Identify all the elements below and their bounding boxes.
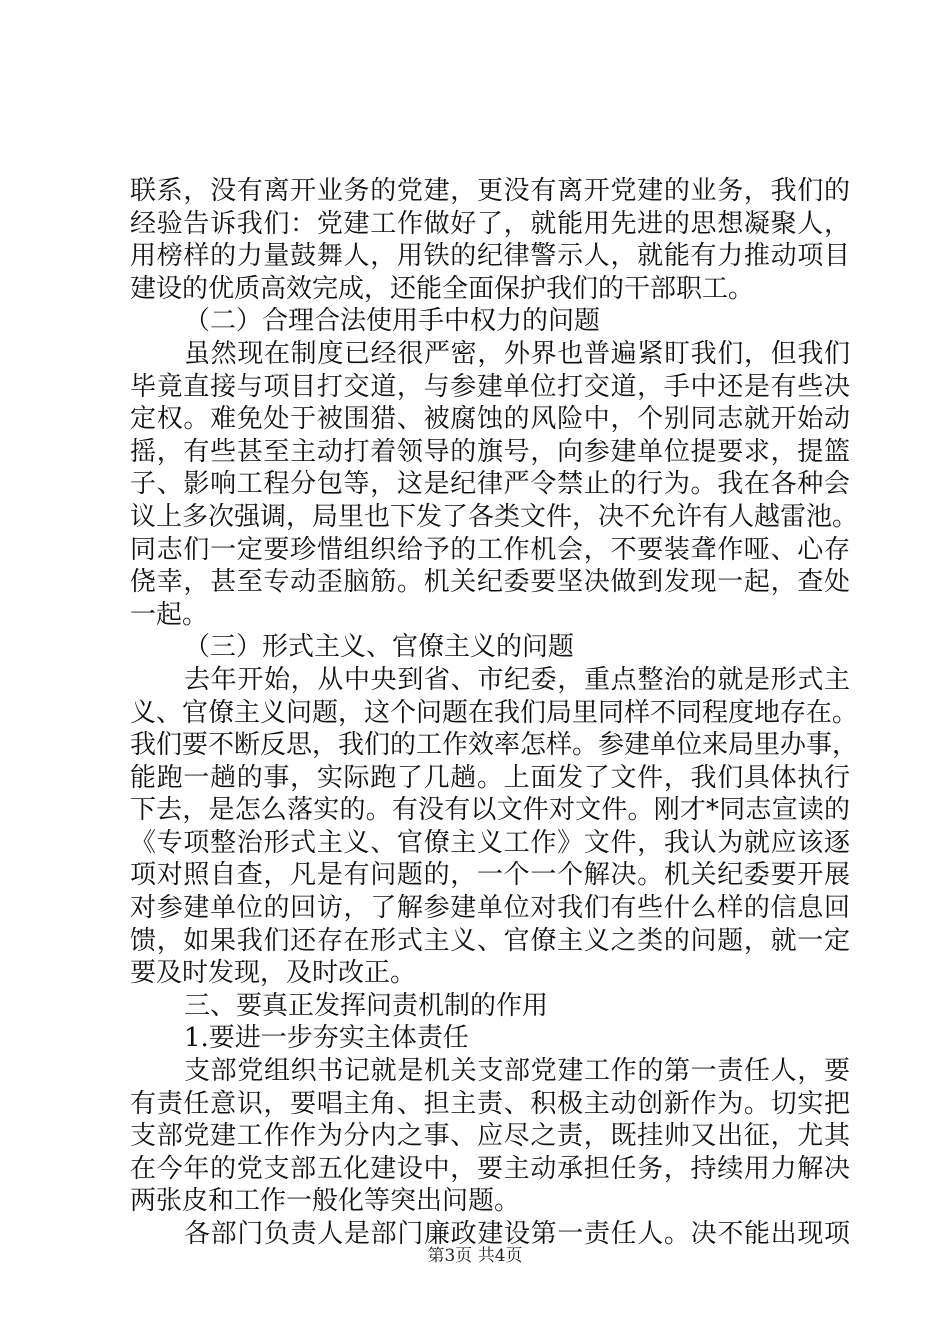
text-line: 定权。难免处于被围猎、被腐蚀的风险中，个别同志就开始动 [130, 404, 850, 435]
text-line: 《专项整治形式主义、官僚主义工作》文件，我认为就应该逐 [130, 827, 850, 858]
text-line: 子、影响工程分包等，这是纪律严令禁止的行为。我在各种会 [130, 469, 850, 500]
text-line: 对参建单位的回访，了解参建单位对我们有些什么样的信息回 [130, 893, 850, 924]
text-line: 义、官僚主义问题，这个问题在我们局里同样不同程度地存在。 [130, 697, 859, 728]
text-line: 侥幸，甚至专动歪脑筋。机关纪委要坚决做到发现一起，查处 [130, 567, 850, 598]
text-line: （三）形式主义、官僚主义的问题 [184, 632, 575, 663]
text-line: 项对照自查，凡是有问题的，一个一个解决。机关纪委要开展 [130, 860, 850, 891]
document-body [130, 175, 859, 1251]
text-line: 虽然现在制度已经很严密，外界也普遍紧盯我们，但我们 [184, 338, 850, 369]
text-line: 同志们一定要珍惜组织给予的工作机会，不要装聋作哑、心存 [130, 534, 850, 565]
text-line: （二）合理合法使用手中权力的问题 [184, 306, 601, 337]
text-line: 建设的优质高效完成，还能全面保护我们的干部职工。 [130, 273, 755, 304]
text-line: 支部党建工作作为分内之事、应尽之责，既挂帅又出征，尤其 [130, 1121, 850, 1152]
text-line: 两张皮和工作一般化等突出问题。 [130, 1186, 521, 1217]
text-line: 用榜样的力量鼓舞人，用铁的纪律警示人，就能有力推动项目 [130, 241, 850, 272]
text-line: 联系，没有离开业务的党建，更没有离开党建的业务，我们的 [130, 176, 850, 206]
text-line: 1.要进一步夯实主体责任 [184, 1023, 469, 1054]
text-line: 要及时发现，及时改正。 [130, 958, 417, 989]
text-line: 支部党组织书记就是机关支部党建工作的第一责任人，要 [184, 1056, 850, 1087]
text-line: 在今年的党支部五化建设中，要主动承担任务，持续用力解决 [130, 1153, 850, 1184]
text-line: 能跑一趟的事，实际跑了几趟。上面发了文件，我们具体执行 [130, 762, 850, 793]
text-line: 经验告诉我们：党建工作做好了，就能用先进的思想凝聚人， [130, 208, 850, 239]
page-footer: 第3页 共4页 [427, 1246, 523, 1266]
text-line: 有责任意识，要唱主角、担主责、积极主动创新作为。切实把 [130, 1088, 850, 1119]
text-line: 我们要不断反思，我们的工作效率怎样。参建单位来局里办事， [130, 730, 859, 761]
text-line: 摇，有些甚至主动打着领导的旗号，向参建单位提要求，提篮 [130, 436, 850, 467]
text-line: 一起。 [130, 599, 209, 630]
text-line: 毕竟直接与项目打交道，与参建单位打交道，手中还是有些决 [130, 371, 850, 402]
text-line: 各部门负责人是部门廉政建设第一责任人。决不能出现项 [184, 1219, 850, 1249]
text-line: 馈，如果我们还存在形式主义、官僚主义之类的问题，就一定 [130, 925, 850, 956]
text-line: 去年开始，从中央到省、市纪委，重点整治的就是形式主 [184, 664, 850, 695]
text-line: 三、要真正发挥问责机制的作用 [184, 990, 549, 1021]
text-line: 下去，是怎么落实的。有没有以文件对文件。刚才*同志宣读的 [130, 795, 850, 826]
text-line: 议上多次强调，局里也下发了各类文件，决不允许有人越雷池。 [130, 501, 859, 532]
